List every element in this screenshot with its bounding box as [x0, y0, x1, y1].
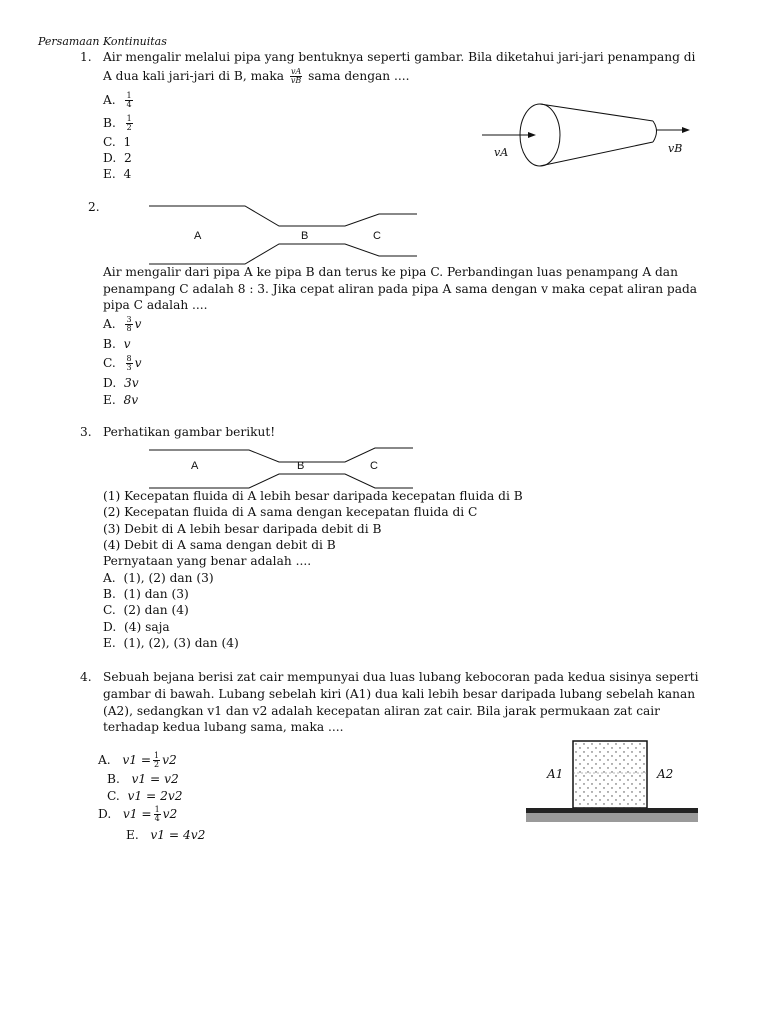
q4-text-line4: terhadap kedua lubang sama, maka ....	[103, 720, 344, 734]
q4-figure-container	[522, 738, 702, 828]
q2-text-line3: pipa C adalah ....	[103, 298, 208, 312]
q2-figure-pipe	[145, 200, 425, 270]
q2-option-d: D. 3v	[103, 376, 139, 390]
q1-text-line2: A dua kali jari-jari di B, maka $\frac{vA}{vB}$ sama dengan ....	[103, 67, 410, 85]
q1-figure-label-vb: vB	[668, 142, 683, 155]
q4-option-a: A. v1 = $\frac{1}{2}$ v2	[98, 751, 177, 769]
q1-number: 1.	[80, 50, 92, 64]
q3-option-c: C. (2) dan (4)	[103, 603, 189, 617]
q1-option-b: B. $\frac{1}{2}$	[103, 114, 132, 132]
q2-figure-label-b: B	[301, 230, 309, 242]
q4-figure-label-a2: A2	[657, 767, 674, 781]
q1-figure-cone-pipe	[470, 95, 710, 185]
q4-text-line2: gambar di bawah. Lubang sebelah kiri (A1) dua kali lebih besar daripada lubang sebelah kanan	[103, 687, 696, 701]
q2-option-c: C. $\frac{8}{3}$ v	[103, 354, 142, 372]
q2-option-e: E. 8v	[103, 393, 139, 407]
q1-text-line1: Air mengalir melalui pipa yang bentuknya seperti gambar. Bila diketahui jari-jari penampang di	[103, 50, 696, 64]
q3-option-b: B. (1) dan (3)	[103, 587, 189, 601]
q3-number: 3.	[80, 425, 92, 439]
q3-option-e: E. (1), (2), (3) dan (4)	[103, 636, 239, 650]
q3-figure-label-b: B	[297, 460, 305, 472]
q4-figure-label-a1: A1	[547, 767, 564, 781]
q1-figure-label-va: vA	[494, 146, 509, 159]
q3-statement-4: (4) Debit di A sama dengan debit di B	[103, 538, 336, 552]
q4-text-line3: (A2), sedangkan v1 dan v2 adalah kecepatan aliran zat cair. Bila jarak permukaan zat cair	[103, 704, 661, 718]
q3-option-d: D. (4) saja	[103, 620, 170, 634]
q1-option-a: A. $\frac{1}{4}$	[103, 91, 132, 109]
q2-figure-label-c: C	[373, 230, 381, 242]
q1-fraction: $\frac{vA}{vB}$	[290, 67, 302, 85]
q1-option-e: E. 4	[103, 167, 132, 181]
q2-option-b: B. v	[103, 337, 131, 351]
q4-number: 4.	[80, 670, 92, 684]
q3-figure-label-c: C	[370, 460, 378, 472]
q1-option-d: D. 2	[103, 151, 132, 165]
q3-figure-pipe	[145, 444, 425, 494]
q3-statement-1: (1) Kecepatan fluida di A lebih besar daripada kecepatan fluida di B	[103, 489, 523, 503]
q3-statement-2: (2) Kecepatan fluida di A sama dengan kecepatan fluida di C	[103, 505, 478, 519]
page-header: Persamaan Kontinuitas	[38, 35, 167, 48]
q2-figure-label-a: A	[194, 230, 202, 242]
q2-text-line1: Air mengalir dari pipa A ke pipa B dan terus ke pipa C. Perbandingan luas penampang A dan	[103, 265, 678, 279]
q3-figure-label-a: A	[191, 460, 199, 472]
q4-option-d: D. v1 = $\frac{1}{4}$ v2	[98, 805, 178, 823]
q1-option-c: C. 1	[103, 135, 132, 149]
q2-text-line2: penampang C adalah 8 : 3. Jika cepat aliran pada pipa A sama dengan v maka cepat aliran pada	[103, 282, 698, 296]
q4-option-b: B. v1 = v2	[107, 772, 179, 786]
q4-option-c: C. v1 = 2v2	[107, 789, 183, 803]
q3-statement-3: (3) Debit di A lebih besar daripada debit di B	[103, 522, 382, 536]
q2-option-a: A. $\frac{3}{8}$ v	[103, 315, 142, 333]
q3-option-a: A. (1), (2) dan (3)	[103, 571, 214, 585]
q4-option-e: E. v1 = 4v2	[126, 828, 206, 842]
q2-number: 2.	[88, 200, 100, 214]
q4-text-line1: Sebuah bejana berisi zat cair mempunyai dua luas lubang kebocoran pada kedua sisinya seperti	[103, 670, 699, 684]
q3-question: Pernyataan yang benar adalah ....	[103, 554, 312, 568]
q3-intro: Perhatikan gambar berikut!	[103, 425, 276, 439]
